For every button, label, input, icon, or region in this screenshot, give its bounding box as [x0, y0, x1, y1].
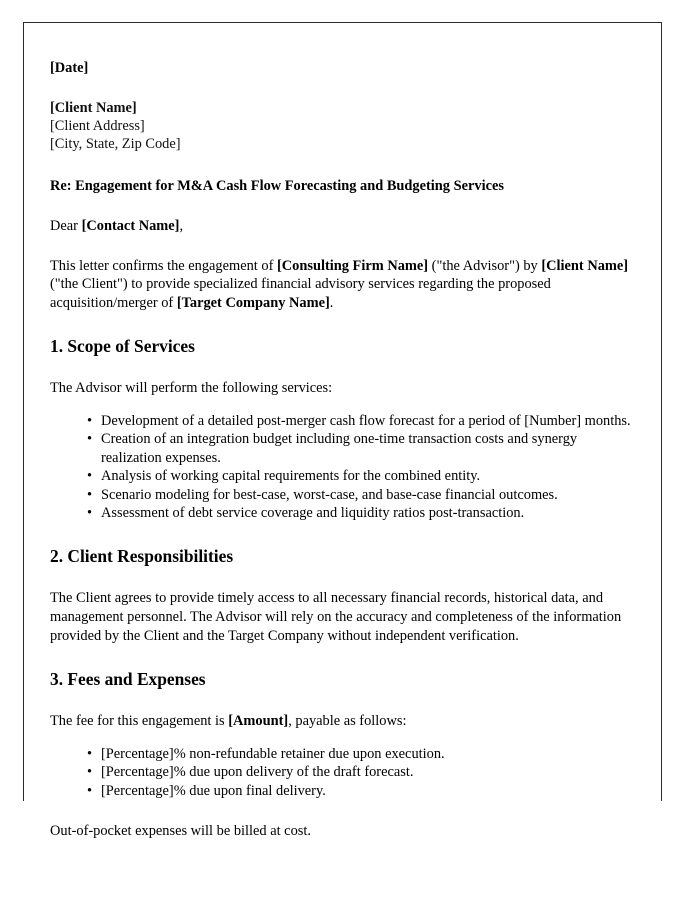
- bullet-icon: •: [87, 782, 93, 799]
- list-item-text: [Percentage]% due upon final delivery.: [101, 782, 326, 799]
- salutation-contact-name: [Contact Name]: [81, 217, 180, 234]
- intro-paragraph: [50, 257, 635, 313]
- fee-suffix: , payable as follows:: [288, 713, 407, 730]
- list-item: [87, 763, 635, 781]
- fee-amount-placeholder: [Amount]: [228, 713, 289, 730]
- client-name-placeholder: [Client Name]: [541, 257, 629, 274]
- list-item-text: Scenario modeling for best-case, worst-case, and base-case financial outcomes.: [101, 486, 558, 503]
- section-heading-scope: 1. Scope of Services: [50, 336, 195, 357]
- date-placeholder: [Date]: [50, 60, 89, 76]
- list-item-text: [Percentage]% non-refundable retainer due upon execution.: [101, 745, 445, 762]
- out-of-pocket-expenses-line: Out-of-pocket expenses will be billed at cost.: [50, 823, 311, 840]
- bullet-icon: •: [87, 468, 93, 485]
- intro-part4: .: [329, 294, 334, 311]
- consulting-firm-placeholder: [Consulting Firm Name]: [276, 257, 429, 274]
- scope-bullet-list: [50, 412, 635, 522]
- list-item-text: Analysis of working capital requirements for the combined entity.: [101, 468, 481, 485]
- list-item-text: Creation of an integration budget including one-time transaction costs and synergy realization expenses.: [101, 431, 578, 466]
- salutation: [50, 217, 635, 235]
- intro-part1: This letter confirms the engagement of: [50, 257, 277, 274]
- recipient-address: [Client Address]: [50, 118, 145, 135]
- document-page: [23, 22, 662, 840]
- list-item: [87, 412, 635, 430]
- client-responsibilities-paragraph: The Client agrees to provide timely access to all necessary financial records, historical data, and management personnel. The Advisor will rely on the accuracy and completeness of the information provided by the Client and the Target Company without independent verification.: [50, 590, 622, 644]
- bullet-icon: •: [87, 505, 93, 522]
- list-item-text: Development of a detailed post-merger cash flow forecast for a period of [Number] months.: [101, 412, 631, 429]
- list-item: [87, 430, 635, 467]
- bullet-icon: •: [87, 431, 93, 448]
- bullet-icon: •: [87, 412, 93, 429]
- recipient-address-block: [50, 99, 635, 154]
- salutation-prefix: Dear: [50, 217, 82, 234]
- list-item: [87, 504, 635, 522]
- recipient-city-state-zip: [City, State, Zip Code]: [50, 136, 181, 153]
- section-heading-client-responsibilities: 2. Client Responsibilities: [50, 546, 234, 567]
- list-item: [87, 745, 635, 763]
- list-item: [87, 467, 635, 485]
- list-item: [87, 782, 635, 800]
- recipient-name: [Client Name]: [50, 100, 137, 116]
- list-item-text: Assessment of debt service coverage and liquidity ratios post-transaction.: [101, 505, 525, 522]
- list-item-text: [Percentage]% due upon delivery of the draft forecast.: [101, 764, 414, 781]
- section-heading-fees: 3. Fees and Expenses: [50, 669, 206, 690]
- bullet-icon: •: [87, 764, 93, 781]
- scope-lead-text: The Advisor will perform the following services:: [50, 380, 333, 397]
- salutation-suffix: ,: [179, 217, 184, 234]
- fee-bullet-list: [50, 745, 635, 800]
- intro-part3: ("the Client") to provide specialized financial advisory services regarding the proposed acquisition/merger of: [50, 276, 551, 311]
- target-company-placeholder: [Target Company Name]: [176, 294, 330, 311]
- subject-line: Re: Engagement for M&A Cash Flow Forecasting and Budgeting Services: [50, 177, 504, 194]
- intro-part2: ("the Advisor") by: [428, 257, 542, 274]
- fee-prefix: The fee for this engagement is: [50, 713, 229, 730]
- document-body: [24, 23, 661, 841]
- bullet-icon: •: [87, 486, 93, 503]
- bullet-icon: •: [87, 745, 93, 762]
- fee-paragraph: [50, 712, 635, 731]
- list-item: [87, 486, 635, 504]
